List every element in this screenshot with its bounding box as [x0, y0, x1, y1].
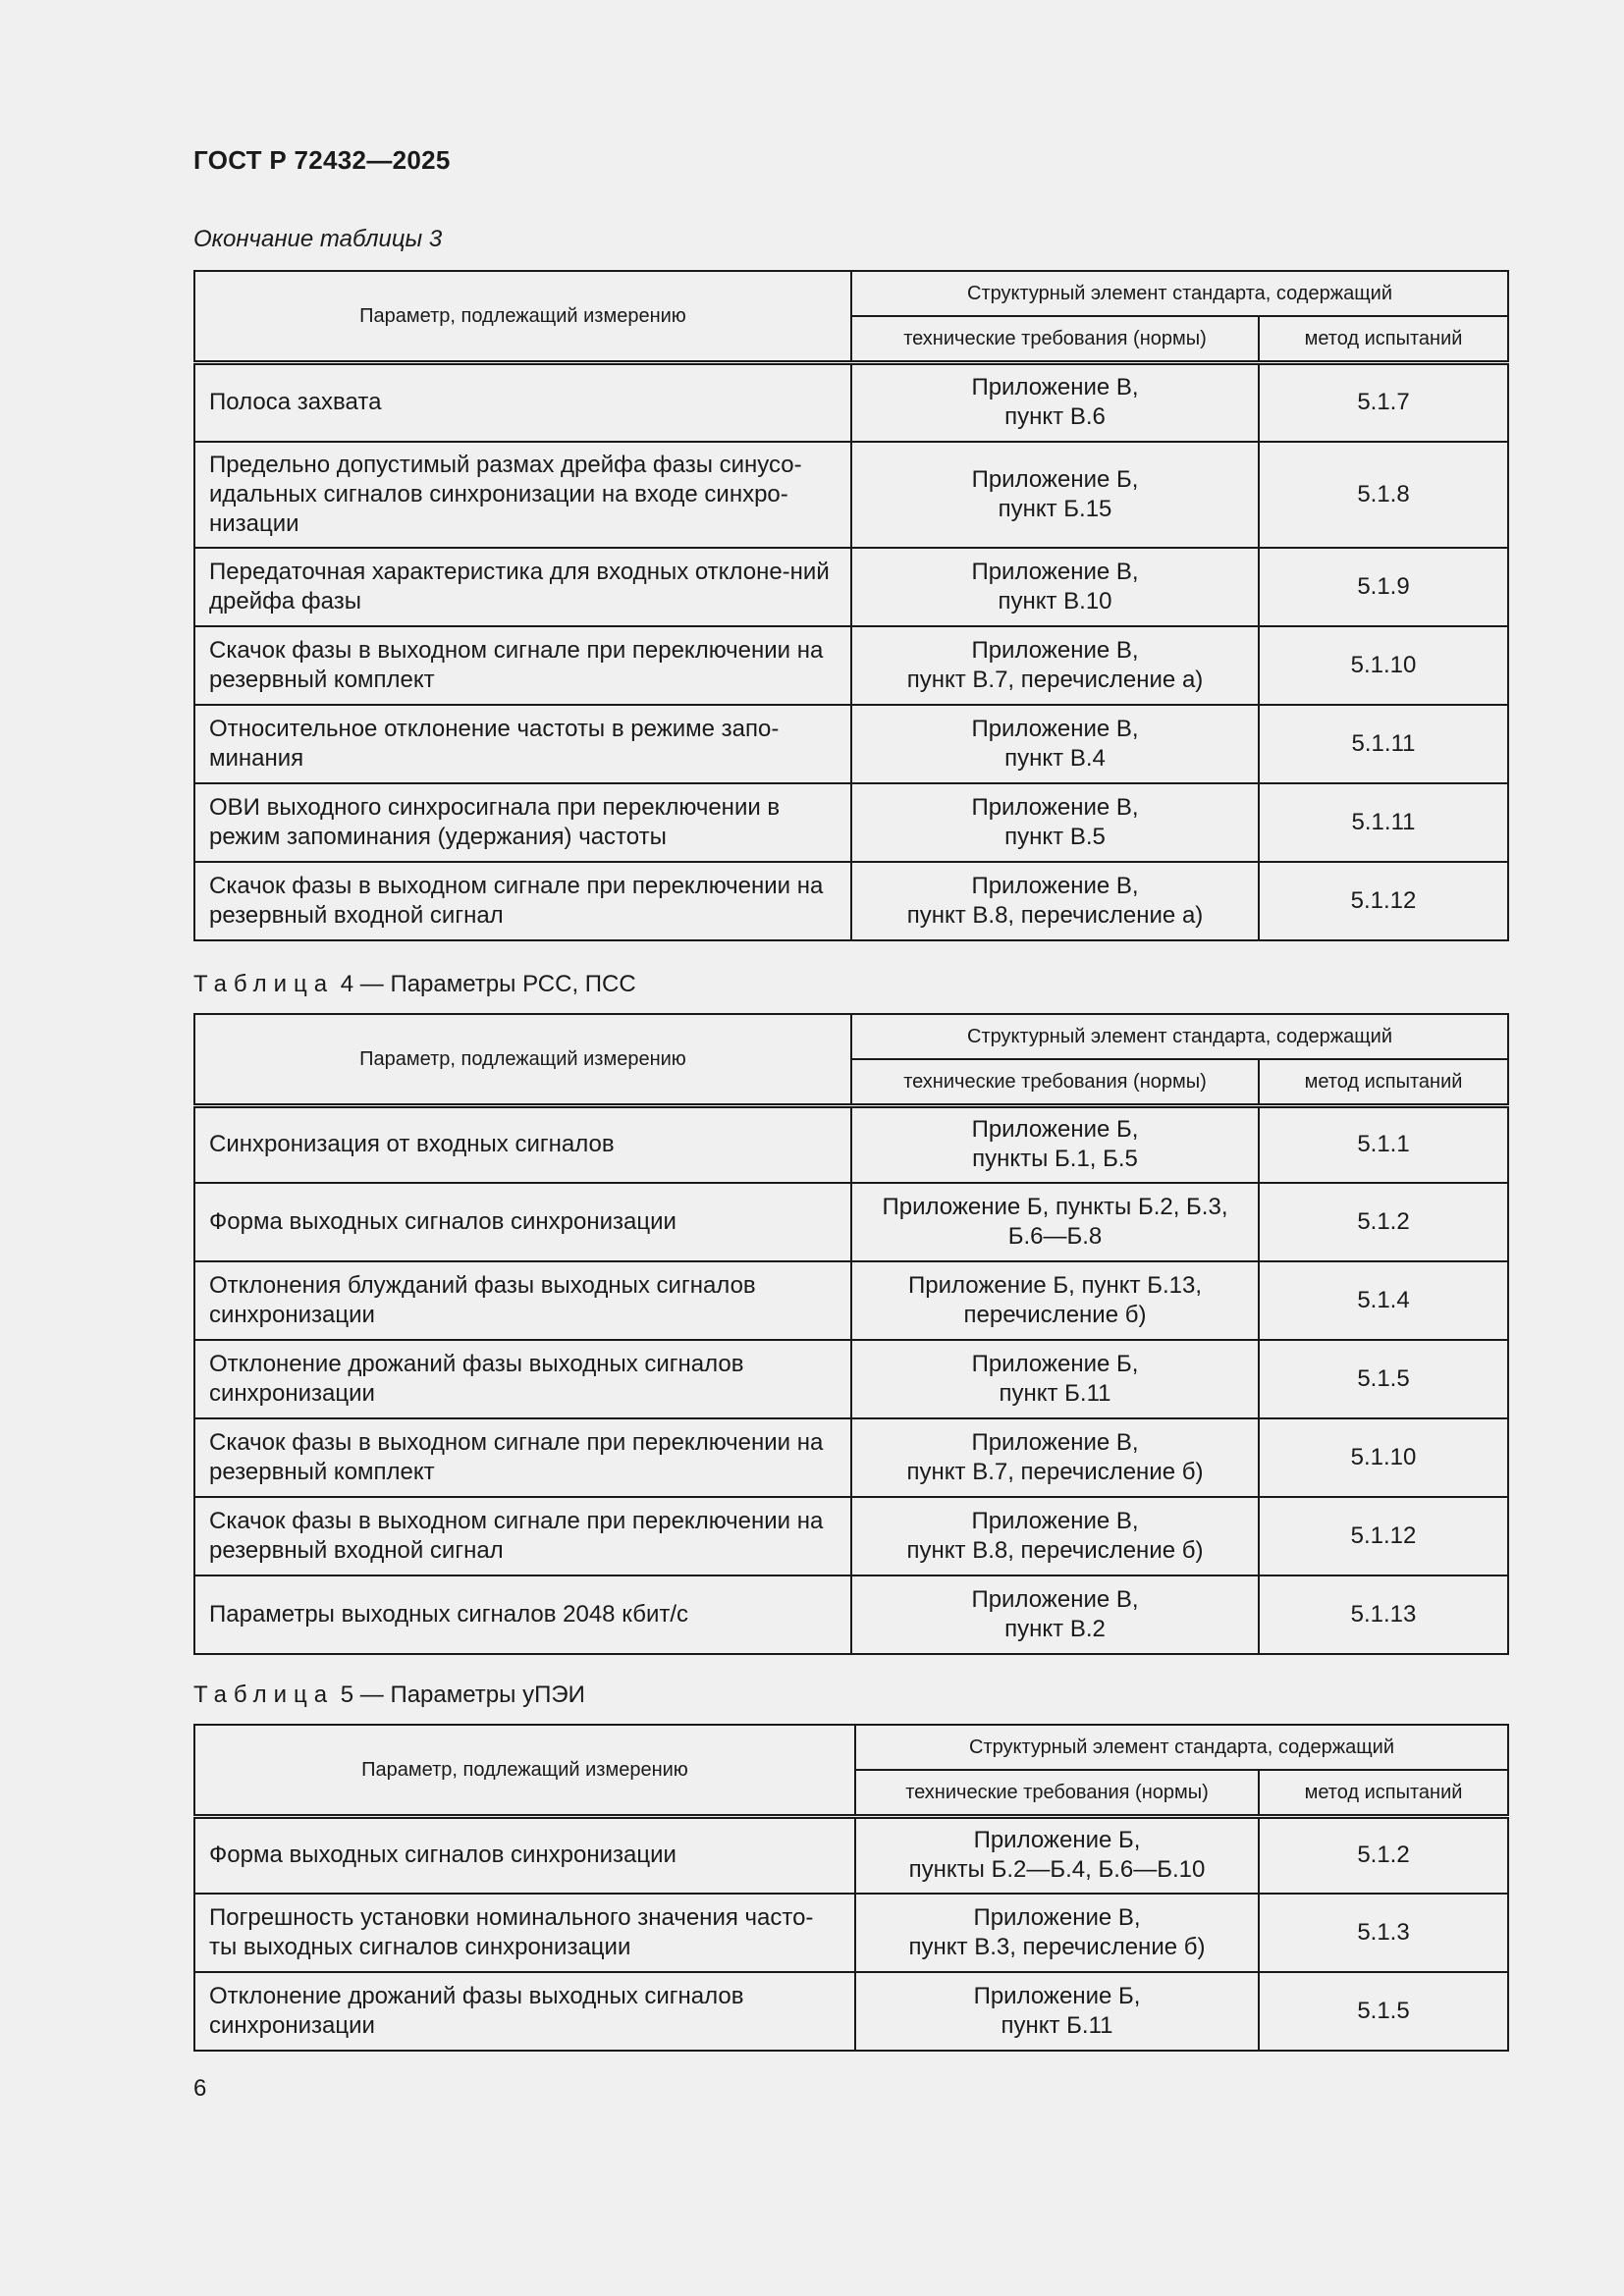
table5-caption	[193, 1682, 585, 1709]
requirements-cell	[851, 626, 1259, 705]
requirements-cell	[851, 1340, 1259, 1418]
table4-caption-word: Таблица	[193, 971, 335, 997]
requirements-cell	[851, 442, 1259, 548]
param-cell: Форма выходных сигналов синхронизации	[194, 1183, 851, 1261]
param-cell: Отклонения блужданий фазы выходных сигналов синхронизации	[194, 1261, 851, 1340]
requirements-line: Приложение Б,	[973, 1982, 1141, 2009]
requirements-line: Приложение В,	[971, 1507, 1139, 1534]
method-cell: 5.1.2	[1259, 1183, 1508, 1261]
requirements-line: пункты Б.1, Б.5	[972, 1146, 1138, 1173]
table-row	[194, 1183, 1508, 1261]
param-cell: Синхронизация от входных сигналов	[194, 1106, 851, 1183]
document-code: ГОСТ Р 72432—2025	[193, 145, 451, 175]
requirements-line: пункт В.8, перечисление б)	[906, 1536, 1204, 1564]
method-cell: 5.1.5	[1259, 1972, 1508, 2051]
method-cell: 5.1.11	[1259, 705, 1508, 783]
requirements-line: Приложение В,	[971, 872, 1139, 899]
param-cell: Отклонение дрожаний фазы выходных сигналов синхронизации	[194, 1972, 855, 2051]
col-method-header: метод испытаний	[1259, 1059, 1508, 1106]
method-cell: 5.1.7	[1259, 363, 1508, 442]
method-cell: 5.1.8	[1259, 442, 1508, 548]
requirements-line: пункт Б.11	[1001, 2011, 1113, 2039]
requirements-line: пункт В.2	[1004, 1615, 1106, 1642]
requirements-line: пункт Б.15	[998, 495, 1112, 522]
method-cell: 5.1.12	[1259, 1497, 1508, 1575]
param-cell: Передаточная характеристика для входных отклоне-ний дрейфа фазы	[194, 548, 851, 626]
method-cell: 5.1.10	[1259, 626, 1508, 705]
table-row	[194, 705, 1508, 783]
col-param-header: Параметр, подлежащий измерению	[194, 271, 851, 363]
param-cell: Полоса захвата	[194, 363, 851, 442]
requirements-line: пункт В.8, перечисление а)	[906, 901, 1204, 929]
requirements-line: перечисление б)	[963, 1301, 1147, 1328]
table4-caption-title: 4 — Параметры РСС, ПСС	[334, 971, 636, 997]
requirements-line: Приложение В,	[971, 374, 1139, 401]
requirements-cell	[851, 363, 1259, 442]
requirements-line: Б.6—Б.8	[1007, 1222, 1103, 1250]
requirements-line: пункт В.10	[998, 587, 1112, 614]
requirements-cell	[851, 783, 1259, 862]
method-cell: 5.1.2	[1259, 1817, 1508, 1894]
requirements-cell	[851, 1183, 1259, 1261]
requirements-cell	[855, 1817, 1259, 1894]
method-cell: 5.1.12	[1259, 862, 1508, 940]
table-row	[194, 1261, 1508, 1340]
method-cell: 5.1.4	[1259, 1261, 1508, 1340]
method-cell: 5.1.9	[1259, 548, 1508, 626]
requirements-cell	[851, 548, 1259, 626]
method-cell: 5.1.1	[1259, 1106, 1508, 1183]
requirements-line: Приложение В,	[971, 793, 1139, 821]
col-param-header: Параметр, подлежащий измерению	[194, 1725, 855, 1817]
table-row	[194, 363, 1508, 442]
param-cell: Относительное отклонение частоты в режиме запо-минания	[194, 705, 851, 783]
requirements-cell	[855, 1972, 1259, 2051]
col-method-header: метод испытаний	[1259, 1770, 1508, 1817]
col-req-header: технические требования (нормы)	[855, 1770, 1259, 1817]
col-group-header: Структурный элемент стандарта, содержащий	[851, 271, 1508, 316]
requirements-line: пункт В.5	[1004, 823, 1106, 850]
param-cell: Погрешность установки номинального значения часто-ты выходных сигналов синхронизации	[194, 1894, 855, 1972]
param-cell: Отклонение дрожаний фазы выходных сигналов синхронизации	[194, 1340, 851, 1418]
requirements-line: Приложение Б,	[971, 1116, 1139, 1144]
param-cell: Форма выходных сигналов синхронизации	[194, 1817, 855, 1894]
requirements-line: Приложение Б, пункт Б.13,	[908, 1271, 1202, 1299]
table5-caption-title: 5 — Параметры уПЭИ	[334, 1682, 585, 1708]
param-cell: Скачок фазы в выходном сигнале при переключении на резервный входной сигнал	[194, 1497, 851, 1575]
requirements-line: пункт Б.11	[999, 1379, 1111, 1407]
requirements-line: пункт В.4	[1004, 744, 1106, 772]
col-group-header: Структурный элемент стандарта, содержащий	[851, 1014, 1508, 1059]
requirements-cell	[851, 705, 1259, 783]
col-req-header: технические требования (нормы)	[851, 316, 1259, 363]
requirements-line: пункт В.6	[1004, 403, 1106, 431]
requirements-line: Приложение В,	[973, 1903, 1141, 1931]
table-row	[194, 1817, 1508, 1894]
table-row	[194, 1972, 1508, 2051]
method-cell: 5.1.3	[1259, 1894, 1508, 1972]
requirements-line: Приложение В,	[971, 715, 1139, 742]
table5	[193, 1724, 1509, 2052]
requirements-cell	[851, 862, 1259, 940]
requirements-line: Приложение В,	[971, 558, 1139, 585]
requirements-line: Приложение В,	[971, 636, 1139, 664]
requirements-cell	[851, 1106, 1259, 1183]
method-cell: 5.1.11	[1259, 783, 1508, 862]
table-row	[194, 1340, 1508, 1418]
requirements-cell	[851, 1497, 1259, 1575]
table-row	[194, 442, 1508, 548]
col-method-header: метод испытаний	[1259, 316, 1508, 363]
table-row	[194, 626, 1508, 705]
requirements-line: пункт В.7, перечисление б)	[906, 1458, 1204, 1485]
page-number: 6	[193, 2075, 207, 2102]
method-cell: 5.1.10	[1259, 1418, 1508, 1497]
table-row	[194, 548, 1508, 626]
table3-caption: Окончание таблицы 3	[193, 226, 443, 252]
param-cell: Скачок фазы в выходном сигнале при переключении на резервный комплект	[194, 626, 851, 705]
col-group-header: Структурный элемент стандарта, содержащий	[855, 1725, 1508, 1770]
requirements-cell	[851, 1261, 1259, 1340]
param-cell: Скачок фазы в выходном сигнале при переключении на резервный входной сигнал	[194, 862, 851, 940]
table-row	[194, 862, 1508, 940]
table-row	[194, 1497, 1508, 1575]
param-cell: ОВИ выходного синхросигнала при переключении в режим запоминания (удержания) частоты	[194, 783, 851, 862]
table4	[193, 1013, 1509, 1655]
param-cell: Параметры выходных сигналов 2048 кбит/с	[194, 1575, 851, 1654]
requirements-cell	[855, 1894, 1259, 1972]
requirements-line: Приложение Б, пункты Б.2, Б.3,	[882, 1193, 1228, 1220]
table-row	[194, 1418, 1508, 1497]
requirements-line: Приложение Б,	[971, 1350, 1139, 1377]
requirements-line: Приложение Б,	[971, 465, 1139, 493]
param-cell: Скачок фазы в выходном сигнале при переключении на резервный комплект	[194, 1418, 851, 1497]
requirements-line: Приложение В,	[971, 1585, 1139, 1613]
table-row	[194, 783, 1508, 862]
method-cell: 5.1.13	[1259, 1575, 1508, 1654]
table-row	[194, 1106, 1508, 1183]
requirements-line: Приложение Б,	[973, 1827, 1141, 1854]
requirements-line: пункт В.3, перечисление б)	[908, 1933, 1206, 1960]
requirements-line: пункты Б.2—Б.4, Б.6—Б.10	[908, 1856, 1206, 1884]
table-row	[194, 1575, 1508, 1654]
table-row	[194, 1894, 1508, 1972]
method-cell: 5.1.5	[1259, 1340, 1508, 1418]
table4-caption	[193, 971, 636, 998]
requirements-line: пункт В.7, перечисление а)	[906, 666, 1204, 693]
requirements-cell	[851, 1418, 1259, 1497]
col-req-header: технические требования (нормы)	[851, 1059, 1259, 1106]
table5-caption-word: Таблица	[193, 1682, 335, 1708]
table3	[193, 270, 1509, 941]
requirements-cell	[851, 1575, 1259, 1654]
requirements-line: Приложение В,	[971, 1428, 1139, 1456]
col-param-header: Параметр, подлежащий измерению	[194, 1014, 851, 1106]
param-cell: Предельно допустимый размах дрейфа фазы синусо-идальных сигналов синхронизации на входе синхро-низации	[194, 442, 851, 548]
